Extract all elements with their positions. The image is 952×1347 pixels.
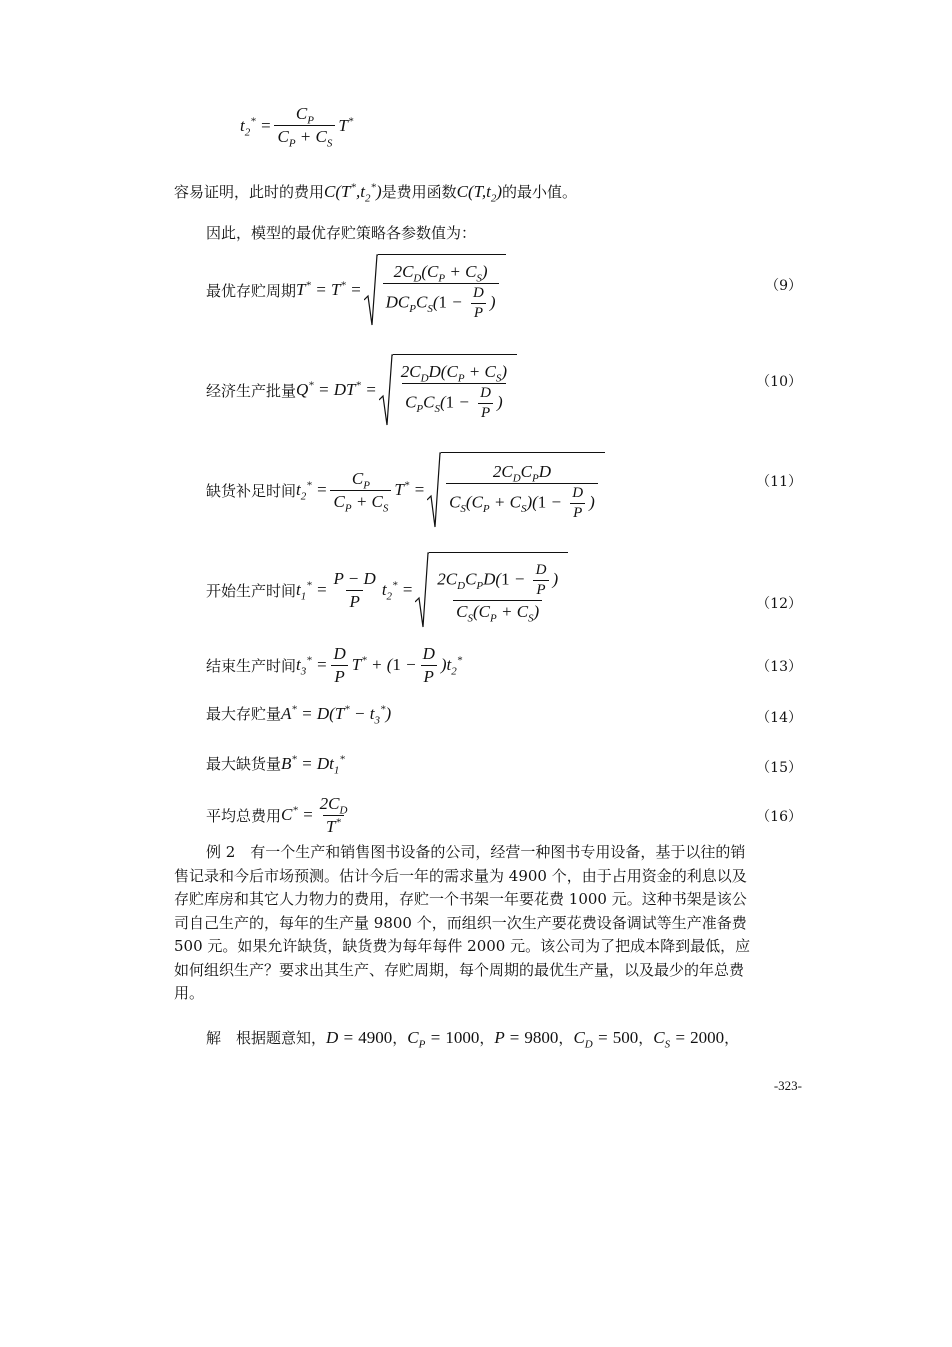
equation-9: 最优存贮周期 T* = T* = $2C_D(C_P + C_S)$ $DC_PC_S(1$ − $\frac{D}{P}$ ) bbox=[206, 254, 506, 326]
paragraph-line: 例 2 有一个生产和销售图书设备的公司，经营一种图书专用设备，基于以往的销 bbox=[206, 843, 746, 861]
equation-number: （11） bbox=[756, 474, 802, 490]
equation-10: 经济生产批量 Q* = DT* = $2C_DD(C_P + C_S)$ $C_PC_S(1$ − $\frac{D}{P}$ ) bbox=[206, 354, 517, 426]
equation-label: 开始生产时间 bbox=[206, 581, 297, 600]
paragraph-line: 如何组织生产？要求出其生产、存贮周期，每个周期的最优生产量，以及最少的年总费 bbox=[174, 960, 745, 979]
value-D: D = 4900 bbox=[326, 1027, 393, 1047]
equation-number: （15） bbox=[756, 760, 802, 776]
equation-number: （14） bbox=[756, 710, 802, 726]
equation-label: 结束生产时间 bbox=[206, 656, 297, 675]
equation-16: 平均总费用 C* = $\frac{2C_D}{T^*}$ bbox=[206, 793, 348, 836]
example-2-paragraph bbox=[174, 841, 804, 1006]
equation-label: 平均总费用 bbox=[206, 806, 282, 825]
value-P: P = 9800 bbox=[494, 1027, 559, 1047]
equation-14: 最大存贮量 $A^* = D(T^* - t_3^*)$ bbox=[206, 702, 392, 726]
equation-label: 最大存贮量 bbox=[206, 705, 282, 723]
equation-13: 结束生产时间 $t_3^*$ = $\frac{D}{P}$ T* + (1 − $\frac{D}{P}$ )$t_2^*$ bbox=[206, 643, 463, 686]
equation-number: （12） bbox=[756, 596, 802, 612]
equation-label: 最优存贮周期 bbox=[206, 281, 297, 300]
equation-15: 最大缺货量 $B^* = Dt_1^*$ bbox=[206, 752, 345, 776]
value-CS: $C_S = 2000$ bbox=[653, 1027, 725, 1050]
paragraph-line: 用。 bbox=[174, 984, 205, 1002]
equation-12: 开始生产时间 $t_1^*$ = $\frac{P - D}{P}$ $t_2^*$ = $2C_DC_PD(1$ − $\frac{D}{P}$ ) $C_S(C_P + C_S)$ bbox=[206, 552, 568, 628]
equation-label: 最大缺货量 bbox=[206, 755, 282, 773]
equation-number: （10） bbox=[756, 374, 802, 390]
paragraph-line: 售记录和今后市场预测。估计今后一年的需求量为 4900 个，由于占用资金的利息以及 bbox=[174, 866, 747, 885]
equation-number: （13） bbox=[756, 659, 802, 675]
value-CD: $C_D = 500$ bbox=[573, 1027, 639, 1050]
sentence-minimum-cost: 容易证明，此时的费用 $C(T^*,t_2^*)$ 是费用函数 $C(T,t_2)$ 的最小值。 bbox=[174, 180, 578, 204]
paragraph-line: 存贮库房和其它人力物力的费用，存贮一个书架一年要花费 1000 元。这种书架是该公 bbox=[174, 890, 747, 908]
paragraph-line: 司自己生产的，每年的生产量 9800 个，而组织一次生产要花费设备调试等生产准备费 bbox=[174, 913, 747, 932]
equation-number: （16） bbox=[756, 809, 802, 825]
equation-number: （9） bbox=[765, 278, 802, 294]
solution-line: 解 根据题意知， D = 4900 ， $C_P = 1000$ ， P = 9800 ， $C_D = 500$ ， $C_S = 2000$ ， bbox=[206, 1027, 740, 1050]
intro-line: 因此，模型的最优存贮策略各参数值为： bbox=[206, 224, 477, 242]
paragraph-line: 500 元。如果允许缺货，缺货费为每年每件 2000 元。该公司为了把成本降到最低，应 bbox=[174, 937, 751, 955]
equation-label: 缺货补足时间 bbox=[206, 481, 297, 500]
formula-t2-top: $t_2^*$ = $\frac{C_P}{C_P + C_S}$ T* bbox=[240, 104, 354, 150]
equation-label: 经济生产批量 bbox=[206, 381, 297, 400]
value-CP: $C_P = 1000$ bbox=[407, 1027, 480, 1050]
page-number: -323- bbox=[773, 1078, 802, 1093]
equation-11: 缺货补足时间 $t_2^*$ = $\frac{C_P}{C_P + C_S}$ T* = $2C_DC_PD$ $C_S(C_P + C_S)(1$ − $\frac{D}{P}$ ) bbox=[206, 452, 605, 528]
